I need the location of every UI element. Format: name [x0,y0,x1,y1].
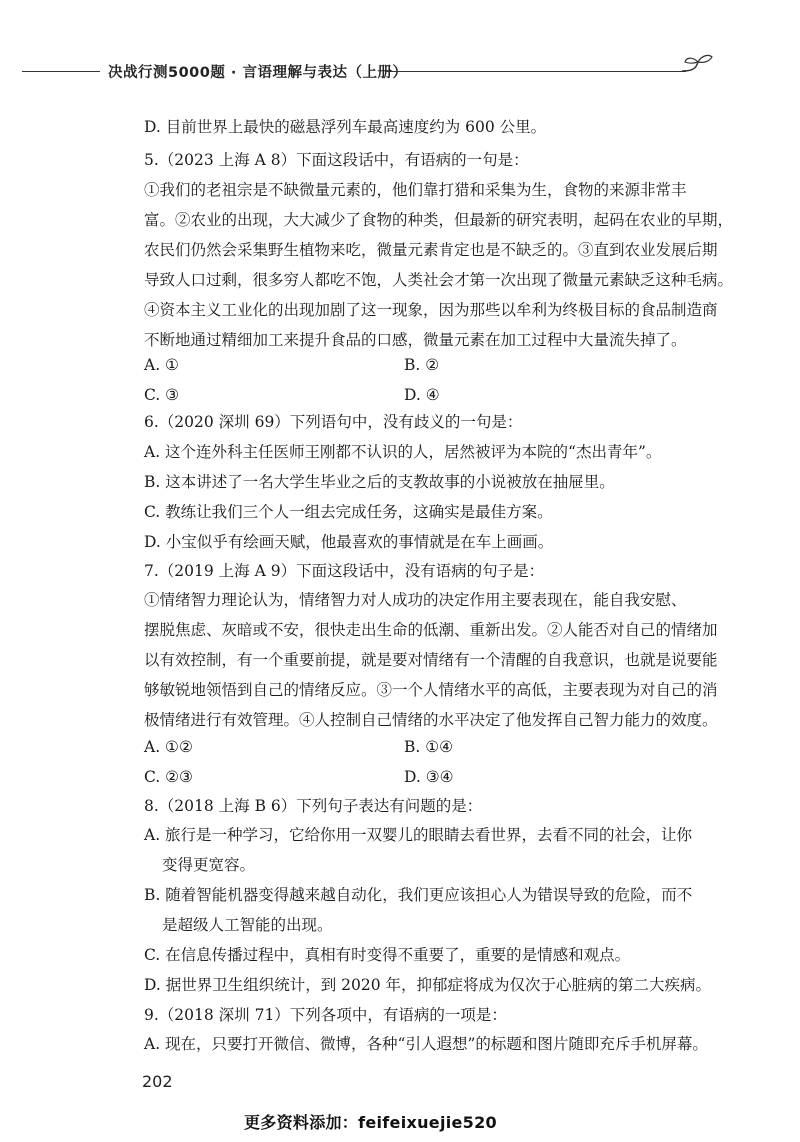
text-line: ④资本主义工业化的出现加剧了这一现象，因为那些以牟利为终极目标的食品制造商 [144,301,718,319]
option-b-continued: 是超级人工智能的出现。 [162,916,333,934]
question-8-stem: 8.（2018 上海 B 6）下列句子表达有问题的是： [144,797,483,815]
option-d: D. 小宝似乎有绘画天赋，他最喜欢的事情就是在车上画画。 [144,533,554,551]
question-6-stem: 6.（2020 深圳 69）下列语句中，没有歧义的一句是： [144,413,523,431]
header-rule-right [386,71,686,72]
option-a: A. ① [144,356,179,374]
text-line: 导致人口过剩，很多穷人都吃不饱，人类社会才第一次出现了微量元素缺乏这种毛病。 [144,271,734,289]
text-line: 以有效控制，有一个重要前提，就是要对情绪有一个清醒的自我意识，也就是说要能 [144,651,718,669]
option-d: D. 据世界卫生组织统计，到 2020 年，抑郁症将成为仅次于心脏病的第二大疾病。 [144,976,712,994]
option-b: B. ② [404,356,440,374]
text-line: ①我们的老祖宗是不缺微量元素的，他们靠打猎和采集为生，食物的来源非常丰 [144,181,687,199]
text-line: 极情绪进行有效管理。④人控制自己情绪的水平决定了他发挥自己智力能力的效度。 [144,711,718,729]
text-line: 农民们仍然会采集野生植物来吃，微量元素肯定也是不缺乏的。③直到农业发展后期 [144,241,718,259]
page-number: 202 [142,1072,173,1091]
book-title: 决战行测5000题 · 言语理解与表达（上册） [108,65,408,81]
option-c: C. 在信息传播过程中，真相有时变得不重要了，重要的是情感和观点。 [144,946,631,964]
text-line: 摆脱焦虑、灰暗或不安，很快走出生命的低潮、重新出发。②人能否对自己的情绪加 [144,621,718,639]
question-5-stem: 5.（2023 上海 A 8）下面这段话中，有语病的一句是： [144,151,529,169]
option-b: B. ①④ [404,738,454,756]
option-b: B. 这本讲述了一名大学生毕业之后的支教故事的小说被放在抽屉里。 [144,473,615,491]
running-header [0,50,800,90]
option-a: A. 旅行是一种学习，它给你用一双婴儿的眼睛去看世界，去看不同的社会，让你 [144,826,693,844]
header-rule-left [22,71,100,72]
option-a: A. ①② [144,738,193,756]
option-d: D. ③④ [404,768,454,786]
footer-watermark-text: 更多资料添加：feifeixuejie520 [244,1113,497,1132]
option-a: A. 现在，只要打开微信、微博，各种“引人遐想”的标题和图片随即充斥手机屏幕。 [144,1035,708,1053]
option-c: C. ②③ [144,768,193,786]
text-line: D. 目前世界上最快的磁悬浮列车最高速度约为 600 公里。 [144,118,547,136]
question-7-stem: 7.（2019 上海 A 9）下面这段话中，没有语病的句子是： [144,562,545,580]
question-9-stem: 9.（2018 深圳 71）下列各项中，有语病的一项是： [144,1006,507,1024]
option-c: C. ③ [144,386,180,404]
text-line: 够敏锐地领悟到自己的情绪反应。③一个人情绪水平的高低，主要表现为对自己的消 [144,681,718,699]
option-d: D. ④ [404,386,440,404]
text-line: 富。②农业的出现，大大减少了食物的种类，但最新的研究表明，起码在农业的早期， [144,211,734,229]
option-a: A. 这个连外科主任医师王刚都不认识的人，居然被评为本院的“杰出青年”。 [144,443,662,461]
option-c: C. 教练让我们三个人一组去完成任务，这确实是最佳方案。 [144,503,553,521]
option-a-continued: 变得更宽容。 [162,856,256,874]
option-b: B. 随着智能机器变得越来越自动化，我们更应该担心人为错误导致的危险，而不 [144,886,693,904]
sprout-icon [676,50,716,80]
text-line: 不断地通过精细加工来提升食品的口感，微量元素在加工过程中大量流失掉了。 [144,331,687,349]
text-line: ①情绪智力理论认为，情绪智力对人成功的决定作用主要表现在，能自我安慰、 [144,591,687,609]
